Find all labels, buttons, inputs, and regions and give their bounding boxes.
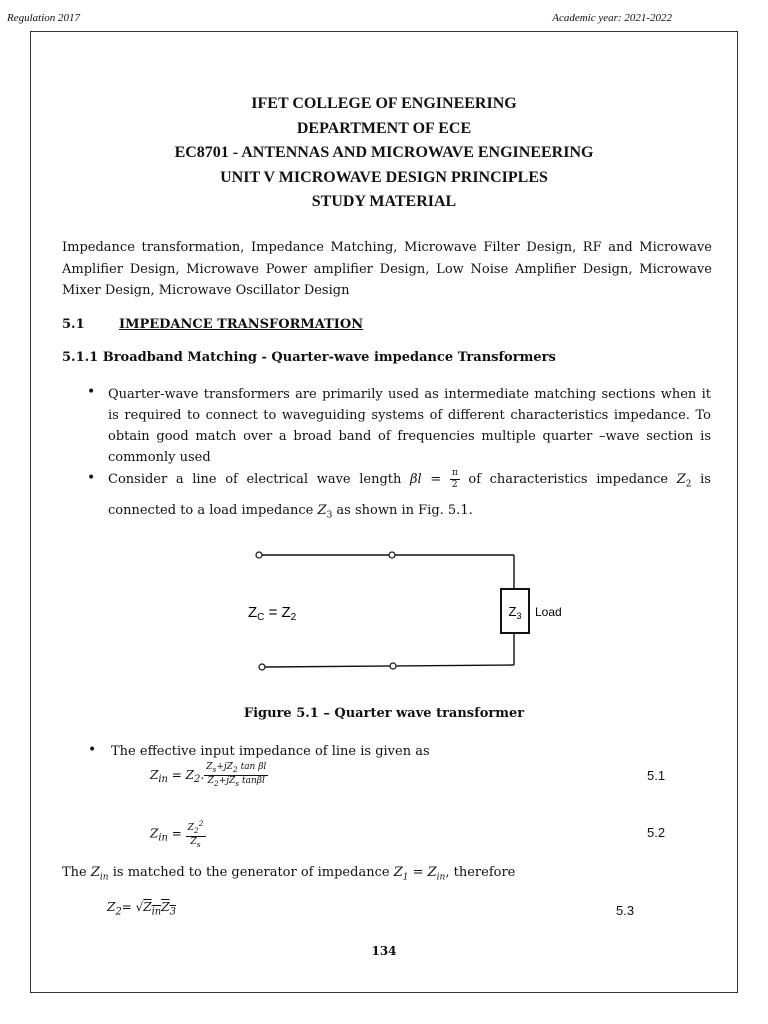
matched-paragraph: The $Z_{in}$ is matched to the generator of impedance $Z_1 = Z_{in}$, therefore bbox=[62, 865, 516, 883]
figure-caption: Figure 5.1 – Quarter wave transformer bbox=[243, 706, 525, 721]
section-heading bbox=[62, 317, 363, 332]
header-academic-year: Academic year: 2021-2022 bbox=[552, 12, 672, 24]
equation-number: 5.3 bbox=[616, 903, 635, 918]
material-title: STUDY MATERIAL bbox=[311, 193, 457, 210]
equation-zin-full: $Z_{in} = Z_2$. $\frac{Z_s+jZ_2 \tan \beta l}{Z_2+jZ_s \tan\beta l}$ bbox=[150, 762, 267, 788]
load-label: Load bbox=[535, 605, 562, 619]
equation-z2-sqrt: $Z_2= √Z_{in}Z_3$ bbox=[107, 900, 176, 918]
characteristic-impedance-label: $Z_C = Z_2$ bbox=[248, 604, 297, 623]
equation-zin-simplified: $Z_{in}$ = $\frac{Z_2^2}{Z_s}$ bbox=[150, 819, 204, 849]
load-symbol: $Z_3$ bbox=[508, 604, 522, 621]
college-title: IFET COLLEGE OF ENGINEERING bbox=[251, 95, 517, 112]
intro-paragraph: Impedance transformation, Impedance Matching, Microwave Filter Design, RF and Microwave Amplifier Design, Microwave Power amplifier Design, Low Noise Amplifier Design, Microwave Mixer Design, Microwave Oscillator Design bbox=[62, 240, 712, 298]
pi-over-2: $\frac{\pi}{2}$ bbox=[451, 468, 458, 490]
beta-l-equation: βl bbox=[410, 472, 422, 487]
bullet-electrical-length: Consider a line of electrical wave length βl = $\frac{\pi}{2}$ of characteristics impedance $Z_2$ is connected to a load impedance $Z_3$ as shown in Fig. 5.1. bbox=[108, 468, 711, 521]
section-title: IMPEDANCE TRANSFORMATION bbox=[119, 317, 364, 332]
section-number: 5.1 bbox=[62, 317, 85, 332]
subsection-heading: 5.1.1 Broadband Matching - Quarter-wave impedance Transformers bbox=[62, 350, 556, 365]
page-number: 134 bbox=[371, 944, 397, 958]
header-regulation: Regulation 2017 bbox=[7, 12, 81, 24]
unit-title: UNIT V MICROWAVE DESIGN PRINCIPLES bbox=[220, 168, 548, 186]
node-bottom bbox=[390, 663, 396, 669]
course-title: EC8701 - ANTENNAS AND MICROWAVE ENGINEERING bbox=[174, 144, 594, 161]
input-terminal-bottom bbox=[259, 664, 265, 670]
bullet-quarter-wave: Quarter-wave transformers are primarily used as intermediate matching sections when it is required to connect to waveguiding systems of different characteristics impedance. To obtain good match over a broad band of frequencies multiple quarter –wave section is commonly used bbox=[108, 387, 711, 465]
equation-number: 5.2 bbox=[647, 825, 666, 840]
title-block bbox=[0, 92, 768, 215]
bullet-input-impedance: The effective input impedance of line is given as bbox=[111, 744, 430, 759]
bullet-dot: • bbox=[87, 384, 96, 400]
department-title: DEPARTMENT OF ECE bbox=[296, 119, 472, 137]
bullet-dot: • bbox=[88, 742, 97, 758]
equation-number: 5.1 bbox=[647, 768, 666, 783]
quarter-wave-figure bbox=[250, 545, 570, 675]
bullet-dot: • bbox=[87, 470, 96, 486]
input-terminal-top bbox=[256, 552, 262, 558]
node-top bbox=[389, 552, 395, 558]
